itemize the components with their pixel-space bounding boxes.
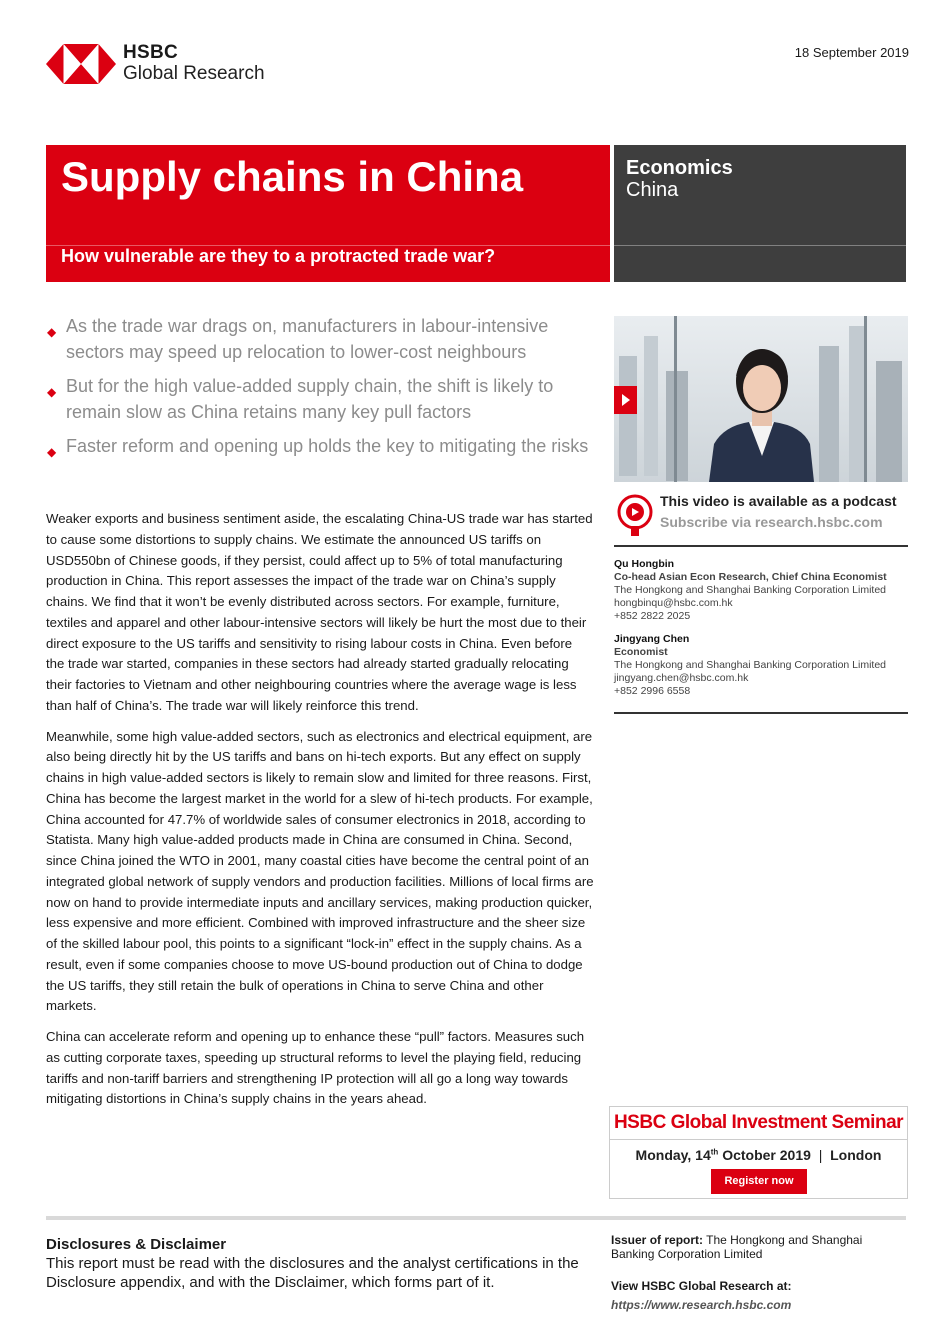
key-point: ◆ But for the high value-added supply chain, the shift is likely to remain slow as China retains many key pull factors — [47, 376, 554, 422]
analyst-top-divider — [614, 545, 908, 547]
analyst-company: The Hongkong and Shanghai Banking Corporation Limited — [614, 584, 887, 596]
report-subtitle: How vulnerable are they to a protracted trade war? — [61, 246, 496, 266]
report-date: 18 September 2019 — [794, 45, 909, 60]
analyst-role: Economist — [614, 646, 668, 658]
key-points — [46, 313, 601, 467]
section-box — [614, 145, 906, 282]
body-paragraph: China can accelerate reform and opening up to enhance these “pull” factors. Measures such as cutting corporate taxes, speeding up structural reforms to level the playing field, reducing tariffs and non-tariff barriers and strengthening IP protection will all go a long way towards mitigating distortions in China’s supply chains in the years ahead. — [46, 1029, 585, 1107]
podcast-icon — [616, 492, 656, 538]
body-paragraph: Weaker exports and business sentiment aside, the escalating China-US trade war has started to cause some distortions to supply chains. We estimate the announced US tariffs on USD550bn of Chinese goods, if they persist, could affect up to 5% of total manufacturing production in China. This report assesses the impact of the trade war on China’s supply chains. We find that it won’t be evenly distributed across sectors. For example, furniture, textiles and apparel and other labour-intensive sectors will likely be hurt the most due to their direct exposure to the US tariffs and sensitivity to rising labour costs in China. Even before the trade war started, companies in these sectors had already started gradually relocating their factories to Vietnam and other neighbouring countries where the average wage is less than half of China’s. The trade war will likely reinforce this trend. — [46, 511, 593, 713]
section-divider — [614, 245, 906, 246]
seminar-ad — [609, 1106, 908, 1199]
disclosure-title: Disclosures & Disclaimer — [46, 1236, 227, 1253]
seminar-title: HSBC Global Investment Seminar — [613, 1112, 904, 1133]
view-research-label: View HSBC Global Research at: — [611, 1279, 792, 1293]
seminar-divider — [610, 1139, 907, 1140]
footer-divider — [46, 1216, 906, 1220]
analyst-bottom-divider — [614, 712, 908, 714]
logo-brand: HSBC — [123, 42, 179, 63]
diamond-icon: ◆ — [47, 445, 57, 459]
section-region: China — [626, 179, 679, 201]
section-category: Economics — [626, 157, 733, 179]
hsbc-logo — [46, 44, 276, 88]
analyst-phone: +852 2822 2025 — [614, 610, 691, 622]
video-thumbnail[interactable] — [614, 316, 908, 482]
logo-subbrand: Global Research — [123, 63, 265, 84]
analyst-name: Qu Hongbin — [614, 558, 675, 570]
analyst-card — [614, 633, 908, 698]
podcast-banner[interactable] — [614, 488, 908, 542]
register-button[interactable]: Register now — [711, 1169, 807, 1194]
analyst-role: Co-head Asian Econ Research, Chief China Economist — [614, 571, 887, 583]
body-text — [46, 509, 594, 1120]
podcast-subscribe-link[interactable]: Subscribe via research.hsbc.com — [660, 514, 883, 530]
analyst-email[interactable]: hongbinqu@hsbc.com.hk — [614, 597, 733, 609]
diamond-icon: ◆ — [47, 385, 57, 399]
body-paragraph: Meanwhile, some high value-added sectors, such as electronics and electrical equipment, are also being directly hit by the US tariffs and bans on hi-tech exports. But any effect on supply chains in high value-added sectors is likely to remain slow and limited for three reasons. First, China has become the largest market in the world for a slew of hi-tech products. For example, China accounted for 47.7% of worldwide sales of consumer electronics in 2018, according to Statista. Many high value-added products made in China are consumed in China. Second, since China joined the WTO in 2001, many coastal cities have become the central point of an integrated global network of supply vendors and production facilities. Millions of local firms are now on hand to provide intermediate inputs and ancillary services, making production quicker, less expensive and more efficient. Combined with improved infrastructure and the sheer size of the skilled labour pool, this points to a significant “lock-in” effect in the supply chains. As a result, even if some companies choose to move US-bound production out of China to dodge the US tariffs, they still retain the bulk of operations in China to serve China and other markets. — [46, 728, 594, 1014]
podcast-title: This video is available as a podcast — [660, 493, 897, 509]
seminar-city: London — [830, 1147, 882, 1163]
research-url-link[interactable]: https://www.research.hsbc.com — [611, 1298, 792, 1312]
report-title: Supply chains in China — [61, 153, 524, 200]
seminar-date: Monday, 14th October 2019 | London — [635, 1147, 882, 1163]
disclosure-text: This report must be read with the disclosures and the analyst certifications in the Disclosure appendix, and with the Disclaimer, which forms part of it. — [46, 1255, 579, 1291]
key-point: ◆ Faster reform and opening up holds the key to mitigating the risks — [46, 433, 601, 459]
key-point: ◆ As the trade war drags on, manufacturers in labour-intensive sectors may speed up relocation to lower-cost neighbours — [47, 316, 549, 362]
analyst-phone: +852 2996 6558 — [614, 685, 691, 697]
analyst-company: The Hongkong and Shanghai Banking Corporation Limited — [614, 659, 887, 671]
analyst-email[interactable]: jingyang.chen@hsbc.com.hk — [614, 672, 749, 684]
diamond-icon: ◆ — [47, 325, 57, 339]
hexagon-logo-icon — [46, 44, 116, 84]
analyst-card — [614, 558, 908, 623]
analyst-name: Jingyang Chen — [614, 633, 690, 645]
issuer-of-report: Issuer of report: The Hongkong and Shanghai Banking Corporation Limited — [611, 1233, 863, 1261]
presenter-image — [614, 316, 908, 482]
play-icon[interactable] — [614, 386, 637, 414]
title-banner — [46, 145, 610, 282]
